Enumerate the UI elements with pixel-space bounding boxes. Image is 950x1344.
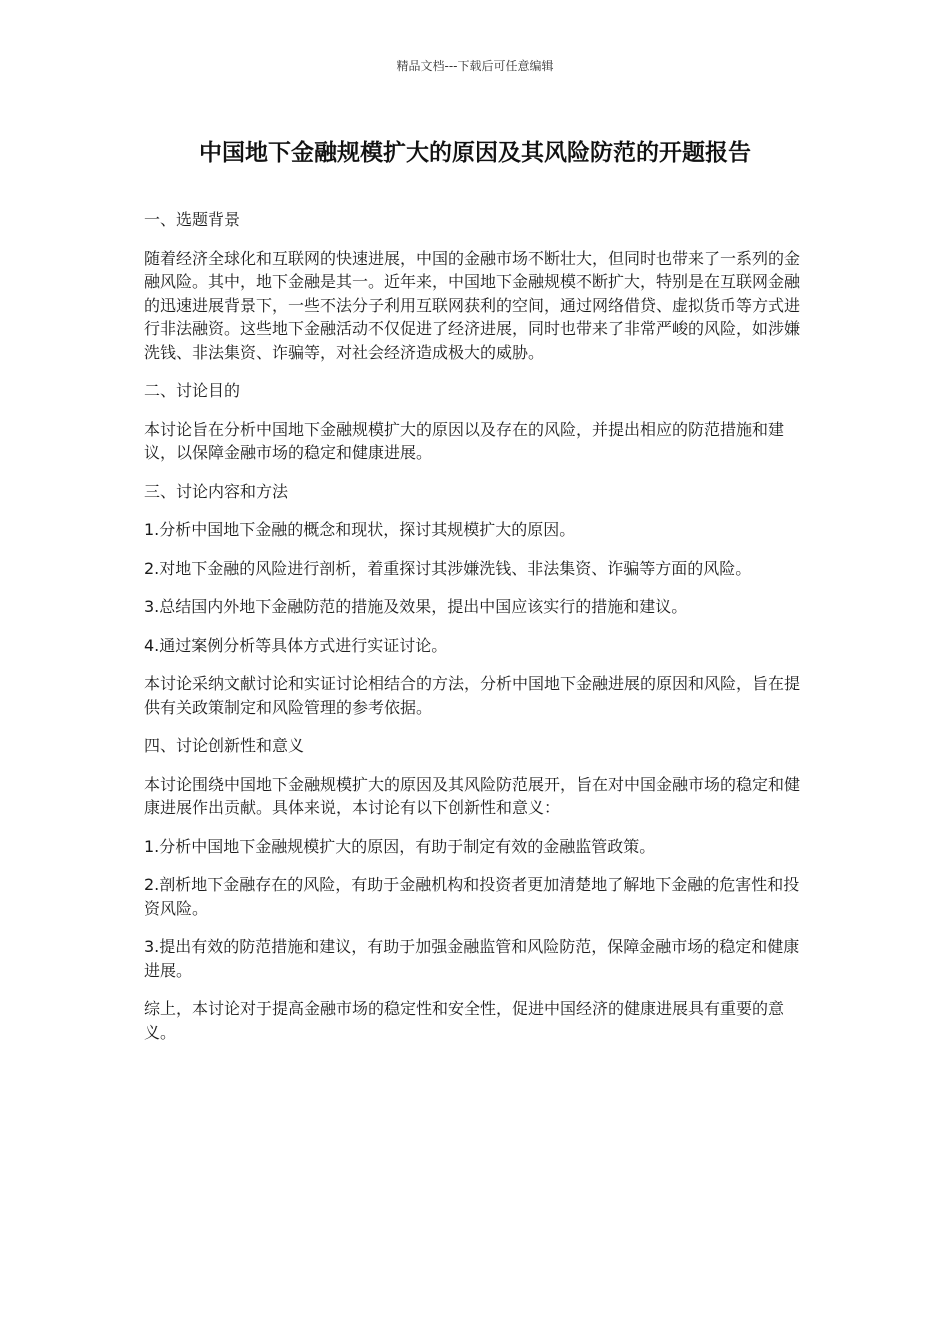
document-body xyxy=(144,208,806,1059)
section-heading-significance: 四、讨论创新性和意义 xyxy=(144,736,305,755)
paragraph-significance: 本讨论围绕中国地下金融规模扩大的原因及其风险防范展开，旨在对中国金融市场的稳定和健康进展作出贡献。具体来说，本讨论有以下创新性和意义： xyxy=(144,774,801,817)
document-title: 中国地下金融规模扩大的原因及其风险防范的开题报告 xyxy=(199,140,751,166)
paragraph-method: 本讨论采纳文献讨论和实证讨论相结合的方法，分析中国地下金融进展的原因和风险，旨在提供有关政策制定和风险管理的参考依据。 xyxy=(144,674,801,717)
header-note: 精品文档---下载后可任意编辑 xyxy=(396,59,554,73)
list-item-content-4: 4.通过案例分析等具体方式进行实证讨论。 xyxy=(144,635,448,655)
list-item-content-1: 1.分析中国地下金融的概念和现状，探讨其规模扩大的原因。 xyxy=(144,520,576,539)
paragraph-purpose: 本讨论旨在分析中国地下金融规模扩大的原因以及存在的风险，并提出相应的防范措施和建议，以保障金融市场的稳定和健康进展。 xyxy=(144,419,785,462)
paragraph-conclusion: 综上，本讨论对于提高金融市场的稳定性和安全性，促进中国经济的健康进展具有重要的意义。 xyxy=(144,999,785,1042)
section-heading-purpose: 二、讨论目的 xyxy=(144,381,241,400)
paragraph-background: 随着经济全球化和互联网的快速进展，中国的金融市场不断壮大，但同时也带来了一系列的金融风险。其中，地下金融是其一。近年来，中国地下金融规模不断扩大，特别是在互联网金融的迅速进展背景下，一些不法分子利用互联网获利的空间，通过网络借贷、虚拟货币等方式进行非法融资。这些地下金融活动不仅促进了经济进展，同时也带来了非常严峻的风险，如涉嫌洗钱、非法集资、诈骗等，对社会经济造成极大的威胁。 xyxy=(144,248,801,362)
section-heading-content-method: 三、讨论内容和方法 xyxy=(144,481,289,501)
list-item-significance-3: 3.提出有效的防范措施和建议，有助于加强金融监管和风险防范，保障金融市场的稳定和健康进展。 xyxy=(144,937,800,980)
list-item-significance-1: 1.分析中国地下金融规模扩大的原因，有助于制定有效的金融监管政策。 xyxy=(144,836,656,856)
section-heading-background: 一、选题背景 xyxy=(144,210,241,229)
list-item-content-2: 2.对地下金融的风险进行剖析，着重探讨其涉嫌洗钱、非法集资、诈骗等方面的风险。 xyxy=(144,558,752,578)
list-item-content-3: 3.总结国内外地下金融防范的措施及效果，提出中国应该实行的措施和建议。 xyxy=(144,597,688,616)
list-item-significance-2: 2.剖析地下金融存在的风险，有助于金融机构和投资者更加清楚地了解地下金融的危害性和投资风险。 xyxy=(144,875,800,918)
